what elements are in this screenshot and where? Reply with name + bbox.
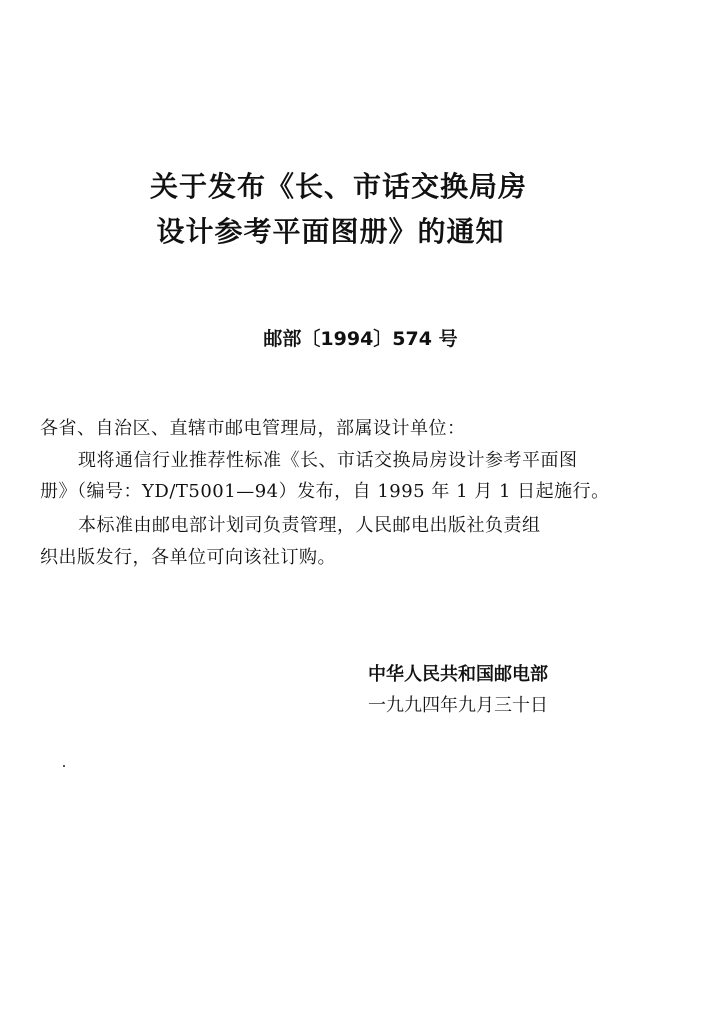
document-number: 邮部〔1994〕574 号: [263, 328, 458, 350]
paragraph-1-line-2: 册》（编号：YD/T5001—94）发布，自 1995 年 1 月 1 日起施行。: [40, 481, 610, 502]
notice-title-line-2: 设计参考平面图册》的通知: [156, 215, 505, 248]
paragraph-2-line-2: 织出版发行，各单位可向该社订购。: [40, 547, 336, 568]
notice-title-line-1: 关于发布《长、市话交换局房: [149, 170, 527, 203]
paragraph-1-line-1: 现将通信行业推荐性标准《长、市话交换局房设计参考平面图: [78, 450, 578, 471]
paragraph-2-line-1: 本标准由邮电部计划司负责管理，人民邮电出版社负责组: [78, 515, 541, 536]
issue-date: 一九九四年九月三十日: [368, 695, 548, 716]
issuer-signature: 中华人民共和国邮电部: [368, 664, 548, 685]
addressee-line: 各省、自治区、直辖市邮电管理局，部属设计单位：: [40, 418, 466, 439]
scan-speck: [63, 765, 65, 767]
